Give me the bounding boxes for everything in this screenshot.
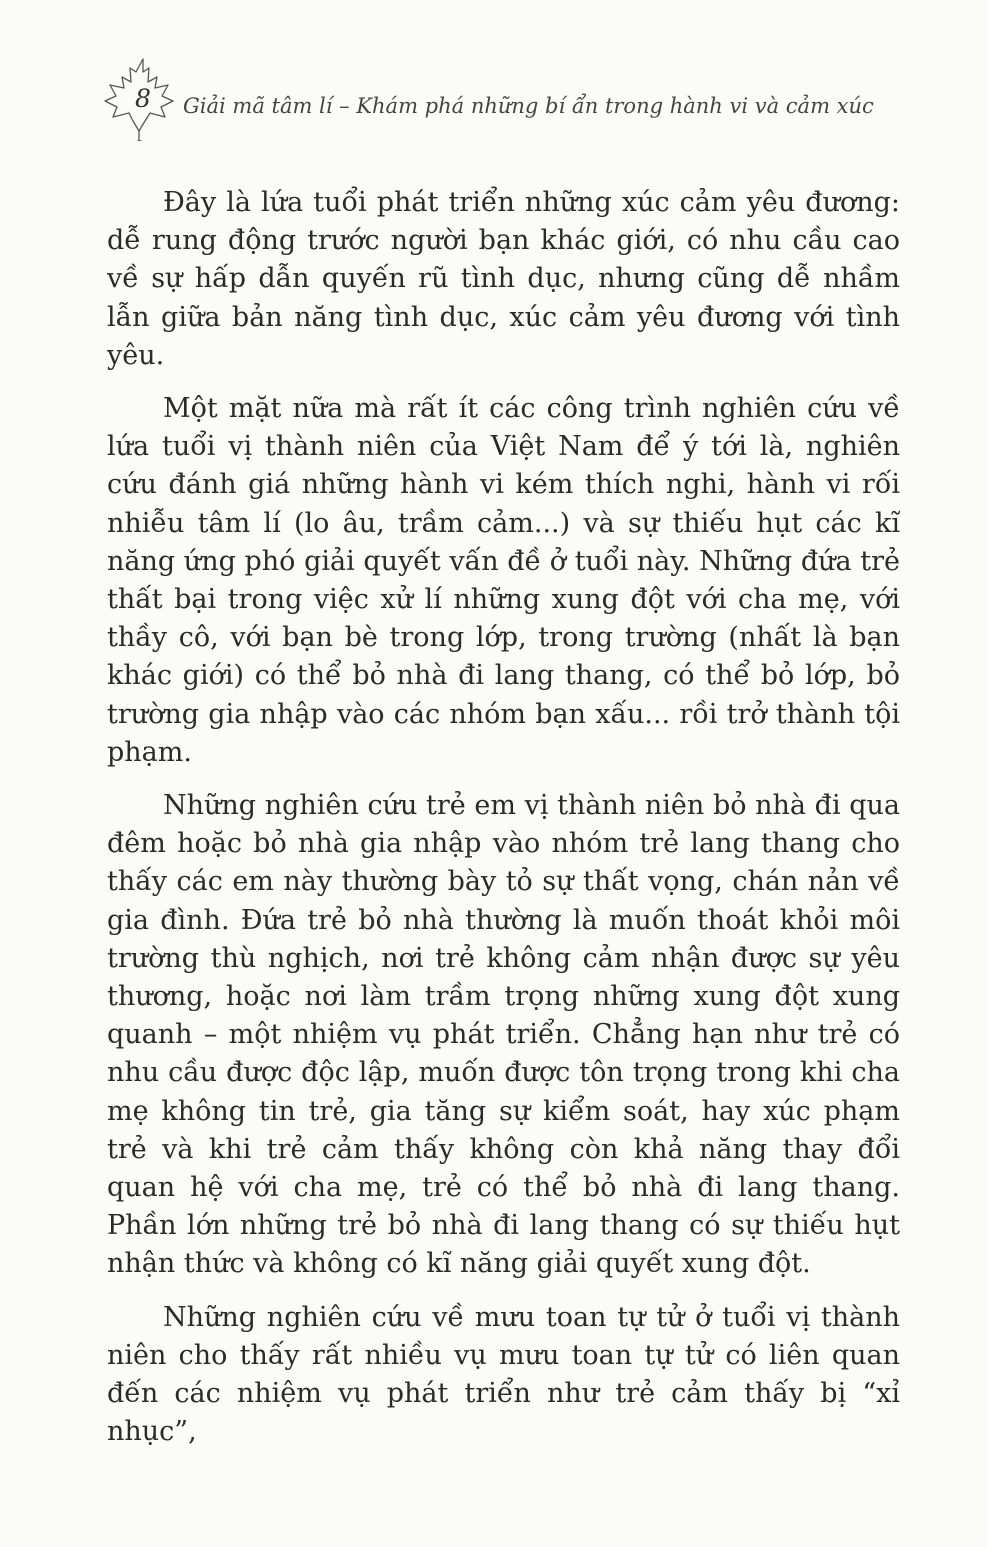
paragraph: Những nghiên cứu về mưu toan tự tử ở tuổi vị thành niên cho thấy rất nhiều vụ mưu toan tự tử có liên quan đến các nhiệm vụ phát triển như trẻ cảm thấy bị “xỉ nhục”, xyxy=(107,1301,900,1448)
paragraph: Một mặt nữa mà rất ít các công trình nghiên cứu về lứa tuổi vị thành niên của Việt Nam để ý tới là, nghiên cứu đánh giá những hành vi kém thích nghi, hành vi rối nhiễu tâm lí (lo âu, trầm cảm...) và sự thiếu hụt các kĩ năng ứng phó giải quyết vấn đề ở tuổi này. Những đứa trẻ thất bại trong việc xử lí những xung đột với cha mẹ, với thầy cô, với bạn bè trong lớp, trong trường (nhất là bạn khác giới) có thể bỏ nhà đi lang thang, có thể bỏ lớp, bỏ trường gia nhập vào các nhóm bạn xấu... rồi trở thành tội phạm. xyxy=(107,393,900,768)
page-header xyxy=(100,55,874,145)
paragraph: Những nghiên cứu trẻ em vị thành niên bỏ nhà đi qua đêm hoặc bỏ nhà gia nhập vào nhóm trẻ lang thang cho thấy các em này thường bày tỏ sự thất vọng, chán nản về gia đình. Đứa trẻ bỏ nhà thường là muốn thoát khỏi môi trường thù nghịch, nơi trẻ không cảm nhận được sự yêu thương, hoặc nơi làm trầm trọng những xung đột xung quanh – một nhiệm vụ phát triển. Chẳng hạn như trẻ có nhu cầu được độc lập, muốn được tôn trọng trong khi cha mẹ không tin trẻ, gia tăng sự kiểm soát, hay xúc phạm trẻ và khi trẻ cảm thấy không còn khả năng thay đổi quan hệ với cha mẹ, trẻ có thể bỏ nhà đi lang thang. Phần lớn những trẻ bỏ nhà đi lang thang có sự thiếu hụt nhận thức và không có kĩ năng giải quyết xung đột. xyxy=(107,790,900,1280)
body-text xyxy=(107,184,900,1467)
page-number: 8 xyxy=(135,84,151,113)
running-title: Giải mã tâm lí – Khám phá những bí ẩn trong hành vi và cảm xúc xyxy=(183,94,874,118)
paragraph: Đây là lứa tuổi phát triển những xúc cảm yêu đương: dễ rung động trước người bạn khác giới, có nhu cầu cao về sự hấp dẫn quyến rũ tình dục, nhưng cũng dễ nhầm lẫn giữa bản năng tình dục, xúc cảm yêu đương với tình yêu. xyxy=(107,187,900,371)
